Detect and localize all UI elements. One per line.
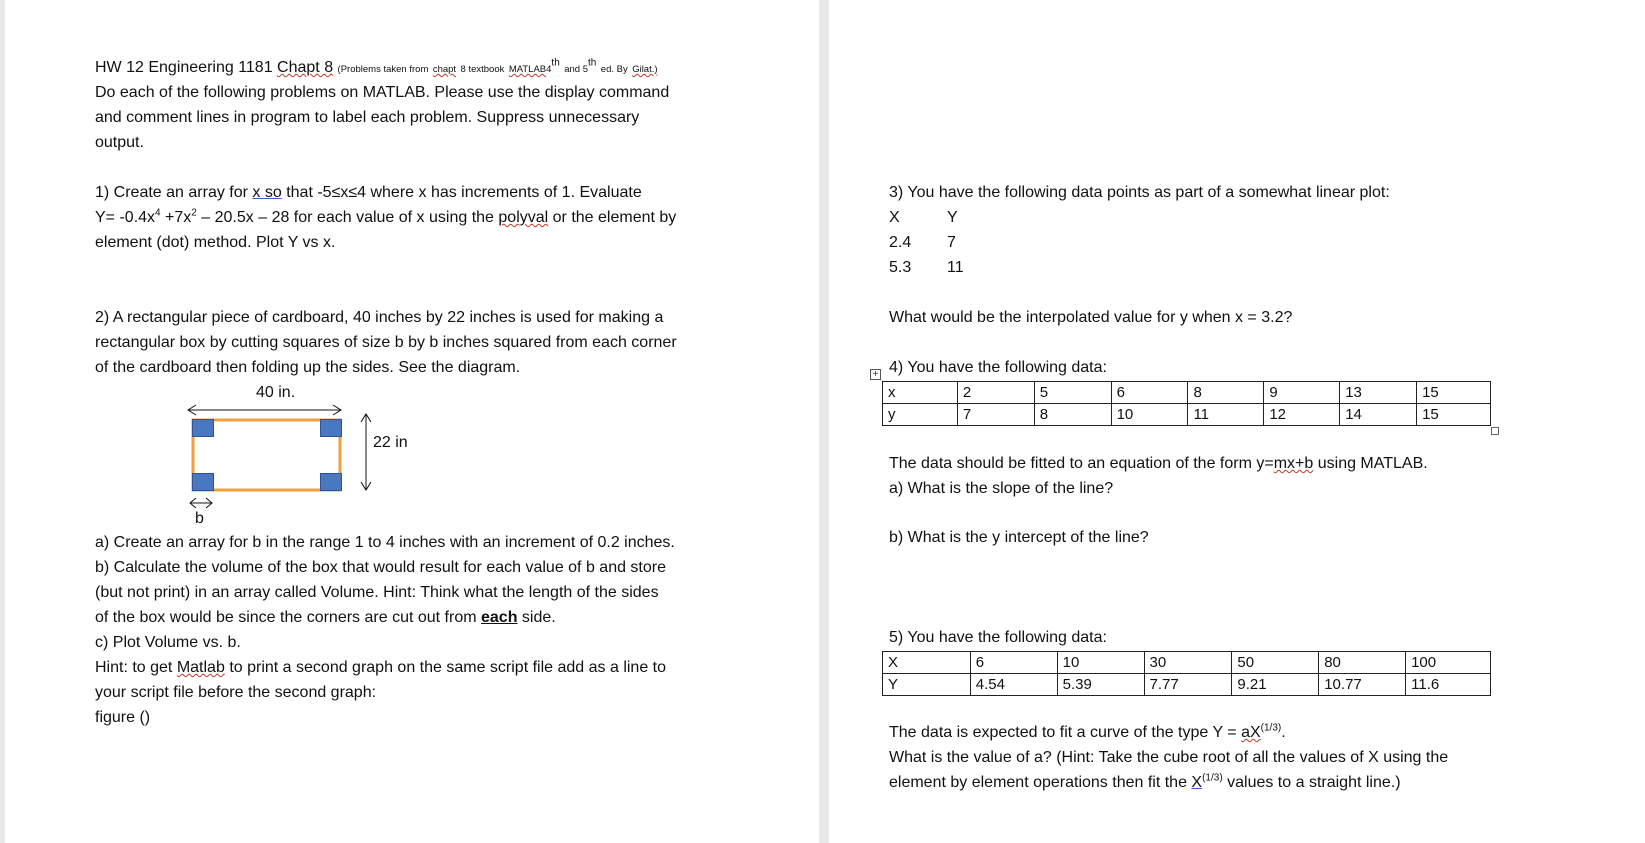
problem-3-question: What would be the interpolated value for y when x = 3.2? bbox=[889, 309, 1293, 326]
table-cell: 11 bbox=[1188, 404, 1264, 426]
table-cell: 11.6 bbox=[1406, 674, 1491, 696]
table-cell: 6 bbox=[970, 652, 1057, 674]
table-cell: 15 bbox=[1417, 404, 1491, 426]
table-cell: x bbox=[883, 382, 958, 404]
problem-2-hint: Hint: to get Matlab to print a second graph on the same script file add as a line to bbox=[95, 659, 667, 676]
table-row bbox=[883, 382, 1491, 404]
problem-1-line-1: 1) Create an array for x so that -5≤x≤4 where x has increments of 1. Evaluate bbox=[95, 184, 642, 201]
table-row bbox=[883, 404, 1491, 426]
table-cell: 50 bbox=[1232, 652, 1319, 674]
table-cell: 8 bbox=[1188, 382, 1264, 404]
height-label: 22 in bbox=[373, 434, 408, 451]
table-move-icon[interactable]: + bbox=[870, 369, 881, 380]
problem-2b: b) Calculate the volume of the box that would result for each value of b and store bbox=[95, 559, 666, 576]
problem-2-hint: your script file before the second graph: bbox=[95, 684, 377, 701]
problem-2c: c) Plot Volume vs. b. bbox=[95, 634, 241, 651]
document-page-left bbox=[5, 0, 819, 843]
table-cell: 9 bbox=[1264, 382, 1340, 404]
problem-3-heading: 3) You have the following data points as part of a somewhat linear plot: bbox=[889, 184, 1390, 201]
problem-4-table bbox=[882, 381, 1491, 426]
problem-4a: a) What is the slope of the line? bbox=[889, 480, 1114, 497]
problem-5-heading: 5) You have the following data: bbox=[889, 629, 1107, 646]
table-cell: 100 bbox=[1406, 652, 1491, 674]
table-cell: 12 bbox=[1264, 404, 1340, 426]
table-cell: 5 bbox=[1034, 382, 1111, 404]
intro-line: and comment lines in program to label each problem. Suppress unnecessary bbox=[95, 109, 640, 126]
table-cell: 5.39 bbox=[1057, 674, 1144, 696]
table-cell: 9.21 bbox=[1232, 674, 1319, 696]
table-cell: 80 bbox=[1319, 652, 1406, 674]
problem-3-y-value: 11 bbox=[947, 259, 964, 276]
table-cell: 4.54 bbox=[970, 674, 1057, 696]
corner-square bbox=[192, 419, 214, 437]
corner-square bbox=[192, 473, 214, 491]
table-cell: 8 bbox=[1034, 404, 1111, 426]
problem-5-line-2: What is the value of a? (Hint: Take the cube root of all the values of X using the bbox=[889, 749, 1449, 766]
problem-1-equation: $Y= -0.4x^4 +7x^2 - 20.5x - 28$ for each value of x using the polyval or the element by bbox=[95, 207, 677, 226]
problem-5-line-3: element by element operations then fit the $X^{(1/3)}$ values to a straight line.) bbox=[889, 772, 1401, 791]
table-row bbox=[883, 674, 1491, 696]
corner-square bbox=[320, 473, 342, 491]
table-cell: y bbox=[883, 404, 958, 426]
document-page-right bbox=[829, 0, 1645, 843]
problem-2-line: rectangular box by cutting squares of size b by b inches squared from each corner bbox=[95, 334, 677, 351]
problem-5-table bbox=[882, 651, 1491, 696]
assignment-title: HW 12 Engineering 1181 Chapt 8 (Problems taken from chapt 8 textbook MATLAB4th and 5th ed. By Gilat.) bbox=[95, 57, 658, 76]
problem-2-line: of the cardboard then folding up the sides. See the diagram. bbox=[95, 359, 521, 376]
table-cell: 2 bbox=[957, 382, 1034, 404]
table-cell: 30 bbox=[1144, 652, 1232, 674]
problem-2b: (but not print) in an array called Volume. Hint: Think what the length of the sides bbox=[95, 584, 659, 601]
table-cell: 14 bbox=[1340, 404, 1417, 426]
table-cell: 6 bbox=[1111, 382, 1188, 404]
problem-4-fit: The data should be fitted to an equation of the form y=mx+b using MATLAB. bbox=[889, 455, 1428, 472]
table-row bbox=[883, 652, 1491, 674]
problem-2a: a) Create an array for b in the range 1 to 4 inches with an increment of 0.2 inches. bbox=[95, 534, 675, 551]
table-cell: 7.77 bbox=[1144, 674, 1232, 696]
table-cell: 10 bbox=[1057, 652, 1144, 674]
table-cell: Y bbox=[883, 674, 971, 696]
table-cell: 15 bbox=[1417, 382, 1491, 404]
table-cell: 7 bbox=[957, 404, 1034, 426]
cardboard-rectangle bbox=[193, 420, 340, 490]
problem-2-line: 2) A rectangular piece of cardboard, 40 inches by 22 inches is used for making a bbox=[95, 309, 664, 326]
problem-3-x-value: 2.4 bbox=[889, 234, 912, 251]
problem-3-col-y: Y bbox=[947, 209, 958, 226]
problem-2b: of the box would be since the corners are cut out from each side. bbox=[95, 609, 556, 626]
table-resize-handle[interactable] bbox=[1491, 427, 1499, 435]
problem-3-col-x: X bbox=[889, 209, 900, 226]
table-cell: X bbox=[883, 652, 971, 674]
intro-line: output. bbox=[95, 134, 144, 151]
problem-5-line-1: The data is expected to fit a curve of the type $Y = aX^{(1/3)}$. bbox=[889, 722, 1286, 741]
problem-1-line-3: element (dot) method. Plot Y vs x. bbox=[95, 234, 336, 251]
problem-2-hint: figure () bbox=[95, 709, 151, 726]
table-cell: 10.77 bbox=[1319, 674, 1406, 696]
problem-3-x-value: 5.3 bbox=[889, 259, 912, 276]
table-cell: 13 bbox=[1340, 382, 1417, 404]
table-cell: 10 bbox=[1111, 404, 1188, 426]
width-label: 40 in. bbox=[256, 384, 296, 401]
problem-4-heading: 4) You have the following data: bbox=[889, 359, 1107, 376]
corner-square bbox=[320, 419, 342, 437]
b-label: b bbox=[195, 510, 204, 527]
problem-4b: b) What is the y intercept of the line? bbox=[889, 529, 1149, 546]
intro-line: Do each of the following problems on MATLAB. Please use the display command bbox=[95, 84, 670, 101]
problem-3-y-value: 7 bbox=[947, 234, 956, 251]
